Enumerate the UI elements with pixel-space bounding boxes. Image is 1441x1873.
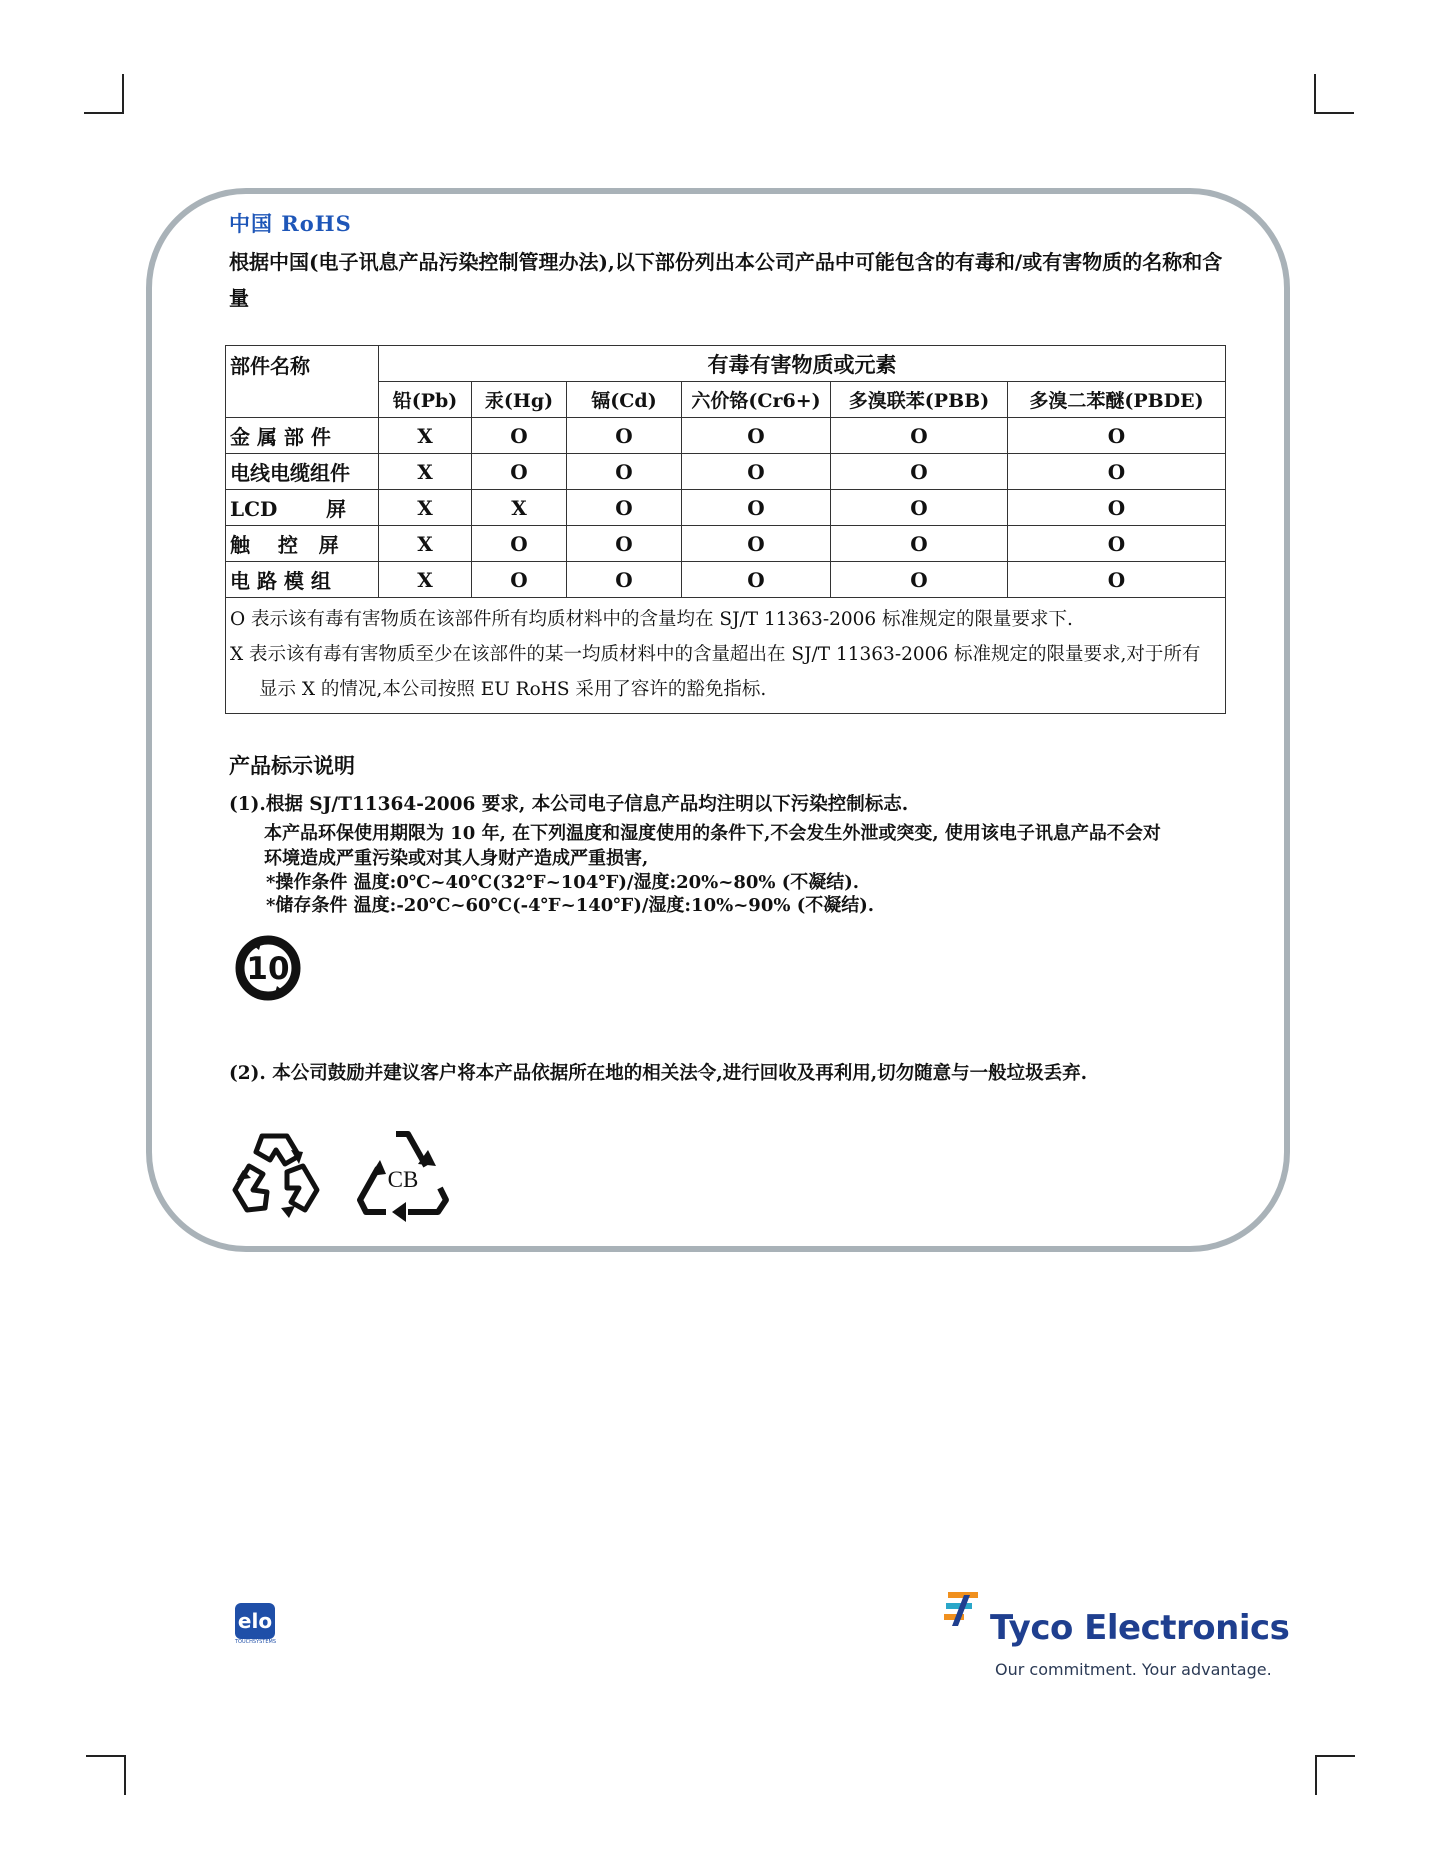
epup-number: 10: [246, 951, 290, 987]
note-x-line1: X 表示该有毒有害物质至少在该部件的某一均质材料中的含量超出在 SJ/T 11363-2006 标准规定的限量要求,对于所有: [230, 644, 1201, 665]
intro-text: 根据中国(电子讯息产品污染控制管理办法),以下部份列出本公司产品中可能包含的有毒和/或有害物质的名称和含量: [229, 250, 1223, 310]
table-notes: [226, 598, 1226, 714]
note-o: O 表示该有毒有害物质在该部件所有均质材料中的含量均在 SJ/T 11363-2006 标准规定的限量要求下.: [230, 609, 1073, 630]
cell-value: X: [379, 490, 472, 526]
elo-logo-sub: TOUCHSYSTEMS: [235, 1639, 277, 1645]
table-row: [226, 526, 1226, 562]
table-row: [226, 418, 1226, 454]
cell-value: X: [379, 454, 472, 490]
cell-value: O: [831, 418, 1008, 454]
crop-mark-top-right-v: [1314, 74, 1316, 114]
col-header-cr6: 六价铬(Cr6+): [682, 382, 831, 418]
cell-value: O: [1008, 454, 1226, 490]
recycle-icon: [229, 1130, 323, 1225]
crop-mark-bottom-right-v: [1315, 1755, 1317, 1795]
cell-value: O: [1008, 418, 1226, 454]
row-part-name: LCD 屏: [226, 490, 379, 526]
tyco-tagline: Our commitment. Your advantage.: [995, 1660, 1272, 1679]
cell-value: X: [472, 490, 567, 526]
table-row: [226, 454, 1226, 490]
cell-value: O: [1008, 526, 1226, 562]
col-header-pbde: 多溴二苯醚(PBDE): [1008, 382, 1226, 418]
crop-mark-bottom-left-h: [86, 1755, 126, 1757]
note-x-line2: 显示 X 的情况,本公司按照 EU RoHS 采用了容许的豁免指标.: [259, 679, 767, 700]
operating-conditions: *操作条件 温度:0℃~40℃(32℉~104℉)/湿度:20%~80% (不凝结).: [266, 872, 860, 893]
cell-value: O: [831, 562, 1008, 598]
marking-item-1-detail-line1: 本产品环保使用期限为 10 年, 在下列温度和湿度使用的条件下,不会发生外泄或突变, 使用该电子讯息产品不会对: [264, 823, 1161, 844]
hazardous-substances-table: [225, 345, 1226, 714]
cell-value: O: [831, 526, 1008, 562]
tyco-logo-mark-icon: [944, 1590, 986, 1630]
marking-item-1-detail-line2: 环境造成严重污染或对其人身财产造成严重损害,: [264, 848, 649, 869]
rohs-title: 中国 RoHS: [229, 211, 352, 236]
col-header-pb: 铅(Pb): [379, 382, 472, 418]
col-header-hg: 汞(Hg): [472, 382, 567, 418]
substances-group-header: 有毒有害物质或元素: [379, 346, 1226, 382]
cell-value: O: [472, 526, 567, 562]
row-part-name: 触 控 屏: [226, 526, 379, 562]
col-header-pbb: 多溴联苯(PBB): [831, 382, 1008, 418]
cell-value: O: [682, 490, 831, 526]
cell-value: O: [831, 454, 1008, 490]
cell-value: X: [379, 526, 472, 562]
cell-value: X: [379, 418, 472, 454]
cell-value: O: [831, 490, 1008, 526]
cell-value: O: [567, 562, 682, 598]
cell-value: O: [682, 418, 831, 454]
tyco-brand-name: Tyco Electronics: [990, 1608, 1290, 1648]
cell-value: O: [567, 418, 682, 454]
crop-mark-top-left-h: [84, 112, 124, 114]
cell-value: O: [567, 454, 682, 490]
cell-value: O: [472, 418, 567, 454]
crop-mark-bottom-right-h: [1315, 1755, 1355, 1757]
cell-value: O: [472, 562, 567, 598]
crop-mark-top-left-v: [122, 74, 124, 114]
row-part-name: 金 属 部 件: [226, 418, 379, 454]
marking-item-2: (2). 本公司鼓励并建议客户将本产品依据所在地的相关法令,进行回收及再利用,切勿随意与一般垃圾丢弃.: [229, 1063, 1088, 1084]
marking-title: 产品标示说明: [229, 753, 355, 778]
cell-value: O: [682, 454, 831, 490]
crop-mark-top-right-h: [1314, 112, 1354, 114]
cell-value: X: [379, 562, 472, 598]
elo-logo: [235, 1603, 275, 1647]
table-row: [226, 562, 1226, 598]
cell-value: O: [567, 490, 682, 526]
cell-value: O: [682, 526, 831, 562]
cell-value: O: [1008, 490, 1226, 526]
part-name-header: 部件名称: [226, 346, 379, 418]
cb-recycle-icon: [356, 1126, 450, 1222]
epup-10-logo: [229, 932, 307, 1004]
col-header-cd: 镉(Cd): [567, 382, 682, 418]
crop-mark-bottom-left-v: [124, 1755, 126, 1795]
cell-value: O: [1008, 562, 1226, 598]
elo-logo-text: elo: [235, 1603, 275, 1639]
row-part-name: 电 路 模 组: [226, 562, 379, 598]
table-row: [226, 490, 1226, 526]
marking-item-1: (1).根据 SJ/T11364-2006 要求, 本公司电子信息产品均注明以下污染控制标志.: [229, 794, 909, 815]
cb-label: CB: [387, 1167, 419, 1192]
row-part-name: 电线电缆组件: [226, 454, 379, 490]
cell-value: O: [567, 526, 682, 562]
cell-value: O: [472, 454, 567, 490]
storage-conditions: *储存条件 温度:-20℃~60℃(-4℉~140℉)/湿度:10%~90% (不凝结).: [266, 895, 875, 916]
cell-value: O: [682, 562, 831, 598]
